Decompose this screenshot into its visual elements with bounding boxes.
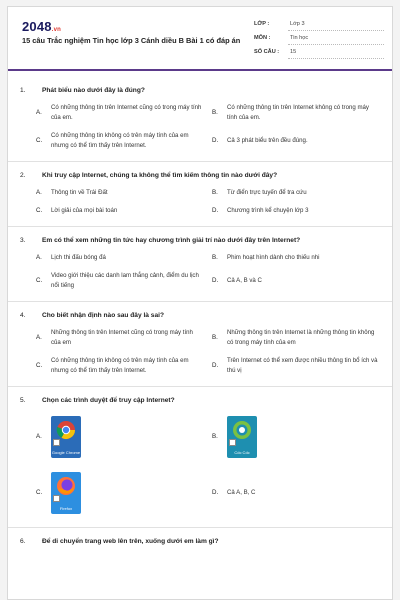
document-page: [7, 6, 393, 600]
option-letter: A.: [36, 334, 42, 341]
option-b[interactable]: [212, 328, 380, 348]
option-letter: D.: [212, 207, 219, 214]
option-text: Những thông tin trên Internet là những thông tin không có trong máy tính của em: [227, 329, 375, 346]
meta-divider: [288, 30, 384, 31]
option-letter: B.: [212, 189, 218, 196]
logo-text: 2048: [22, 19, 52, 34]
question-list: [8, 77, 393, 564]
option-d[interactable]: [212, 271, 380, 291]
meta-class-value: Lớp 3: [290, 21, 305, 27]
question-number: 6.: [20, 538, 26, 545]
question-number: 2.: [20, 172, 26, 179]
option-text: Có những thông tin không có trên máy tính của em nhưng có thể tìm thấy trên Internet.: [51, 357, 189, 374]
question-number: 5.: [20, 397, 26, 404]
tile-label: Firefox: [59, 506, 73, 511]
logo-suffix: .vn: [51, 27, 62, 33]
option-d[interactable]: [212, 206, 380, 216]
question-6: [8, 528, 393, 564]
option-letter: D.: [212, 362, 219, 369]
option-b[interactable]: [212, 188, 380, 198]
option-letter: A.: [36, 254, 42, 261]
question-prompt: Để di chuyển trang web lên trên, xuống dưới em làm gì?: [42, 538, 219, 545]
option-d[interactable]: [212, 131, 380, 151]
option-letter: D.: [212, 277, 219, 284]
coccoc-icon: [232, 420, 252, 440]
firefox-tile: [51, 472, 81, 514]
meta-info: [254, 19, 384, 61]
option-a[interactable]: [36, 413, 204, 461]
option-text: Lịch thi đấu bóng đá: [51, 254, 106, 261]
tile-label: Cốc Cốc: [234, 450, 250, 455]
option-a[interactable]: [36, 103, 204, 123]
option-c[interactable]: [36, 356, 204, 376]
question-prompt: Em có thể xem những tin tức hay chương trình giải trí nào dưới đây trên Internet?: [42, 237, 301, 244]
question-prompt: Phát biểu nào dưới đây là đúng?: [42, 87, 145, 94]
answer-options: [20, 253, 380, 291]
shortcut-arrow-icon: [53, 495, 60, 502]
meta-subject-value: Tin học: [290, 35, 309, 41]
option-d[interactable]: [212, 469, 380, 517]
option-text: Có những thông tin trên Internet không có trong máy tính của em.: [227, 104, 369, 121]
option-letter: B.: [212, 254, 218, 261]
answer-options: [20, 413, 380, 517]
shortcut-arrow-icon: [53, 439, 60, 446]
question-1: [8, 77, 393, 162]
option-text: Lời giải của mọi bài toán: [51, 207, 118, 214]
site-logo[interactable]: [22, 19, 61, 34]
question-text: [20, 236, 380, 245]
answer-options: [20, 328, 380, 376]
option-c[interactable]: [36, 271, 204, 291]
option-letter: D.: [212, 489, 219, 496]
question-text: [20, 396, 380, 405]
meta-subject-label: MÔN :: [254, 35, 271, 41]
option-text: Những thông tin trên Internet cũng có trong máy tính của em: [51, 329, 193, 346]
option-letter: D.: [212, 137, 219, 144]
option-letter: C.: [36, 207, 43, 214]
question-2: [8, 162, 393, 227]
question-5: [8, 387, 393, 528]
firefox-icon: [56, 476, 76, 496]
question-text: [20, 311, 380, 320]
option-letter: B.: [212, 109, 218, 116]
option-letter: A.: [36, 109, 42, 116]
tile-label: Google Chrome: [51, 450, 81, 455]
option-text: Có những thông tin không có trên máy tính của em nhưng có thể tìm thấy trên Internet.: [51, 132, 189, 149]
meta-class-label: LỚP :: [254, 21, 270, 27]
option-d[interactable]: [212, 356, 380, 376]
shortcut-arrow-icon: [229, 439, 236, 446]
option-letter: C.: [36, 489, 43, 496]
option-a[interactable]: [36, 253, 204, 263]
option-text: Từ điển trực tuyến để tra cứu: [227, 189, 307, 196]
option-text: Chương trình kể chuyện lớp 3: [227, 207, 309, 214]
question-prompt: Chọn các trình duyệt để truy cập Internet?: [42, 397, 175, 404]
meta-subject-row: [254, 33, 384, 47]
meta-divider: [288, 44, 384, 45]
meta-count-value: 15: [290, 49, 297, 55]
option-letter: B.: [212, 334, 218, 341]
option-text: Thông tin về Trái Đất: [51, 189, 108, 196]
option-text: Phim hoạt hình dành cho thiếu nhi: [227, 254, 320, 261]
meta-count-label: SỐ CÂU :: [254, 49, 280, 55]
option-text: Cả A, B và C: [227, 277, 262, 284]
meta-class-row: [254, 19, 384, 33]
chrome-icon: [56, 420, 76, 440]
question-number: 4.: [20, 312, 26, 319]
coccoc-tile: [227, 416, 257, 458]
option-a[interactable]: [36, 328, 204, 348]
option-letter: C.: [36, 137, 43, 144]
option-text: Có những thông tin trên Internet cũng có trong máy tính của em.: [51, 104, 202, 121]
document-header: [8, 7, 392, 71]
meta-divider: [288, 58, 384, 59]
answer-options: [20, 103, 380, 151]
meta-count-row: [254, 47, 384, 61]
option-text: Cả A, B, C: [227, 489, 256, 496]
option-a[interactable]: [36, 188, 204, 198]
page-title: 15 câu Trắc nghiệm Tin học lớp 3 Cánh diều B Bài 1 có đáp án: [22, 36, 241, 45]
question-number: 3.: [20, 237, 26, 244]
option-b[interactable]: [212, 253, 380, 263]
option-text: Video giới thiệu các danh lam thắng cảnh, điểm du lịch nổi tiếng: [51, 272, 199, 289]
option-letter: A.: [36, 433, 42, 440]
option-text: Cả 3 phát biểu trên đều đúng.: [227, 137, 308, 144]
chrome-tile: [51, 416, 81, 458]
option-b[interactable]: [212, 413, 380, 461]
question-3: [8, 227, 393, 302]
answer-options: [20, 188, 380, 216]
option-text: Trên Internet có thể xem được nhiều thông tin bổ ích và thú vị: [227, 357, 378, 374]
question-text: [20, 86, 380, 95]
option-letter: A.: [36, 189, 42, 196]
question-prompt: Khi truy cập Internet, chúng ta không thể tìm kiếm thông tin nào dưới đây?: [42, 172, 278, 179]
question-number: 1.: [20, 87, 26, 94]
option-letter: B.: [212, 433, 218, 440]
question-prompt: Cho biết nhận định nào sau đây là sai?: [42, 312, 165, 319]
option-b[interactable]: [212, 103, 380, 123]
option-letter: C.: [36, 277, 43, 284]
option-c[interactable]: [36, 206, 204, 216]
question-text: [20, 537, 380, 546]
option-letter: C.: [36, 362, 43, 369]
question-text: [20, 171, 380, 180]
question-4: [8, 302, 393, 387]
option-c[interactable]: [36, 131, 204, 151]
option-c[interactable]: [36, 469, 204, 517]
